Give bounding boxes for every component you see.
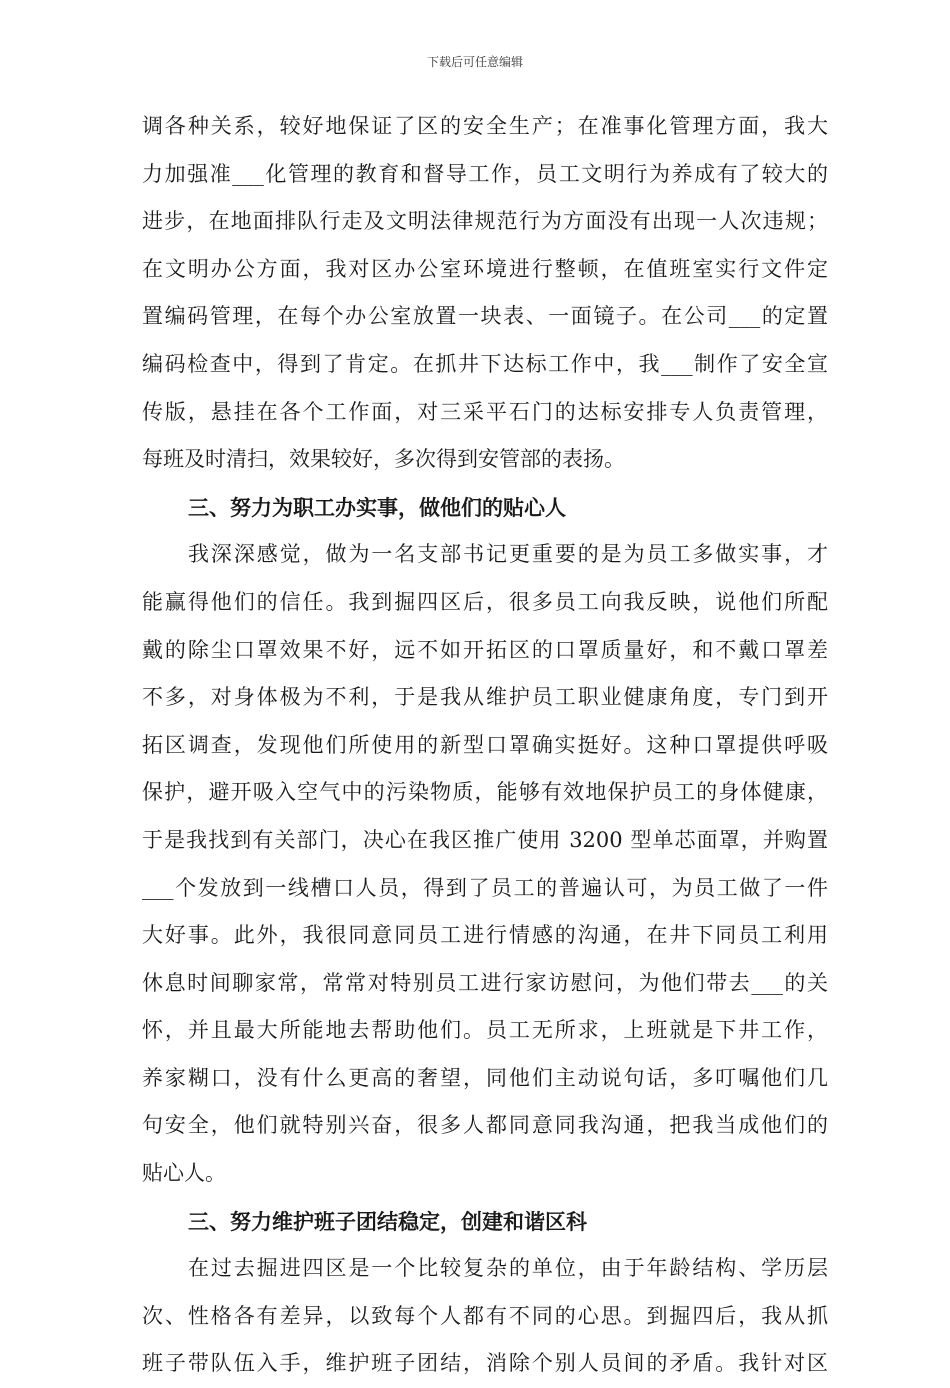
text-line: 贴心人。 [142, 1161, 226, 1186]
text-line: 每班及时清扫，效果较好，多次得到安管部的表扬。 [142, 447, 625, 472]
text-line: 我深深感觉，做为一名支部书记更重要的是为员工多做实事，才 [188, 542, 828, 567]
text-line: 在文明办公方面，我对区办公室环境进行整顿，在值班室实行文件定 [142, 256, 828, 281]
text-line: 句安全，他们就特别兴奋，很多人都同意同我沟通，把我当成他们的 [142, 1113, 828, 1138]
text-line: ___个发放到一线槽口人员，得到了员工的普遍认可，为员工做了一件 [142, 875, 828, 900]
text-line: 力加强准___化管理的教育和督导工作，员工文明行为养成有了较大的 [142, 161, 828, 186]
text-line: 戴的除尘口罩效果不好，远不如开拓区的口罩质量好，和不戴口罩差 [142, 637, 828, 662]
text-line: 休息时间聊家常，常常对特别员工进行家访慰问，为他们带去___的关 [142, 970, 828, 995]
text-line: 拓区调查，发现他们所使用的新型口罩确实挺好。这种口罩提供呼吸 [142, 732, 828, 757]
text-line: 大好事。此外，我很同意同员工进行情感的沟通，在井下同员工利用 [142, 923, 828, 948]
text-line: 不多，对身体极为不利，于是我从维护员工职业健康角度，专门到开 [142, 685, 828, 710]
text-line: 能赢得他们的信任。我到掘四区后，很多员工向我反映，说他们所配 [142, 589, 828, 614]
text-line: 于是我找到有关部门，决心在我区推广使用 3200 型单芯面罩，并购置 [142, 827, 828, 852]
text-line: 在过去掘进四区是一个比较复杂的单位，由于年龄结构、学历层 [188, 1256, 828, 1281]
text-line: 怀，并且最大所能地去帮助他们。员工无所求，上班就是下井工作， [142, 1018, 828, 1043]
text-line: 班子带队伍入手，维护班子团结，消除个别人员间的矛盾。我针对区 [142, 1351, 828, 1376]
section-heading: 三、努力维护班子团结稳定，创建和谐区科 [188, 1208, 587, 1234]
page-header: 下载后可任意编辑 [426, 55, 523, 69]
text-line: 调各种关系，较好地保证了区的安全生产；在准事化管理方面，我大 [142, 114, 828, 138]
document-body [142, 103, 828, 1388]
text-line: 次、性格各有差异，以致每个人都有不同的心思。到掘四后，我从抓 [142, 1303, 828, 1328]
section-heading: 三、努力为职工办实事，做他们的贴心人 [188, 494, 566, 520]
text-line: 养家糊口，没有什么更高的奢望，同他们主动说句话，多叮嘱他们几 [142, 1065, 828, 1090]
text-line: 传版，悬挂在各个工作面，对三采平石门的达标安排专人负责管理， [142, 399, 828, 424]
text-line: 置编码管理，在每个办公室放置一块表、一面镜子。在公司___的定置 [142, 304, 828, 329]
text-line: 编码检查中，得到了肯定。在抓井下达标工作中，我___制作了安全宣 [142, 351, 828, 376]
text-line: 进步，在地面排队行走及文明法律规范行为方面没有出现一人次违规； [142, 209, 828, 234]
text-line: 保护，避开吸入空气中的污染物质，能够有效地保护员工的身体健康， [142, 780, 828, 805]
